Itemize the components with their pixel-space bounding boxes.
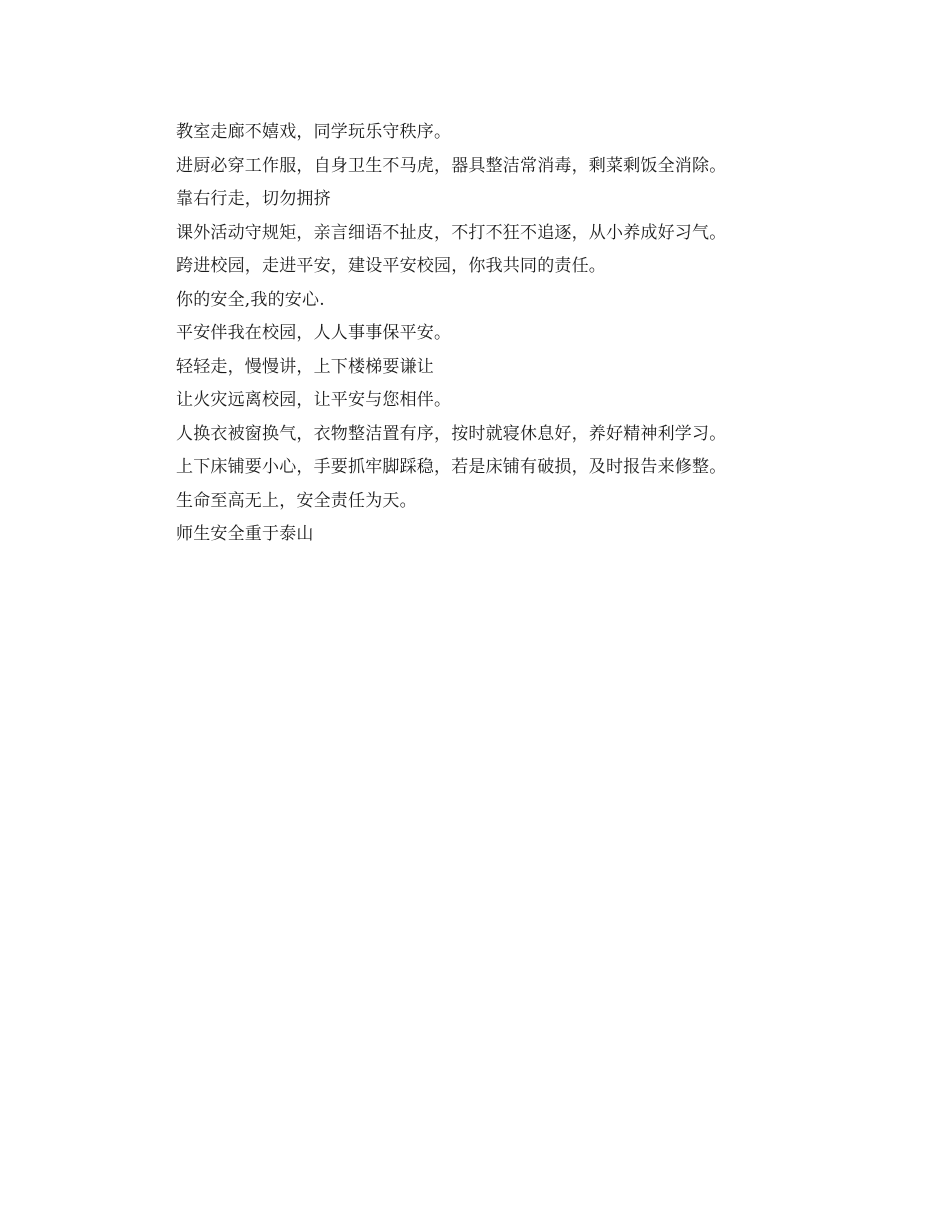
text-line: 平安伴我在校园，人人事事保平安。 xyxy=(176,323,452,343)
text-line: 让火灾远离校园，让平安与您相伴。 xyxy=(176,390,452,410)
text-line: 人换衣被窗换气，衣物整洁置有序，按时就寝休息好，养好精神利学习。 xyxy=(176,423,727,444)
text-line: 进厨必穿工作服，自身卫生不马虎，器具整洁常消毒，剩菜剩饭全消除。 xyxy=(176,155,727,176)
text-line: 你的安全,我的安心. xyxy=(176,289,325,310)
text-line: 生命至高无上，安全责任为天。 xyxy=(176,490,417,511)
document-body xyxy=(176,116,816,552)
text-line: 跨进校园，走进平安，建设平安校园，你我共同的责任。 xyxy=(176,256,606,276)
text-line: 靠右行走，切勿拥挤 xyxy=(176,189,331,209)
text-line: 轻轻走，慢慢讲，上下楼梯要谦让 xyxy=(176,356,434,377)
text-line: 上下床铺要小心，手要抓牢脚踩稳，若是床铺有破损，及时报告来修整。 xyxy=(176,457,727,477)
text-line: 课外活动守规矩，亲言细语不扯皮，不打不狂不追逐，从小养成好习气。 xyxy=(176,222,727,243)
text-line: 师生安全重于泰山 xyxy=(176,524,314,544)
text-line: 教室走廊不嬉戏，同学玩乐守秩序。 xyxy=(176,122,452,142)
